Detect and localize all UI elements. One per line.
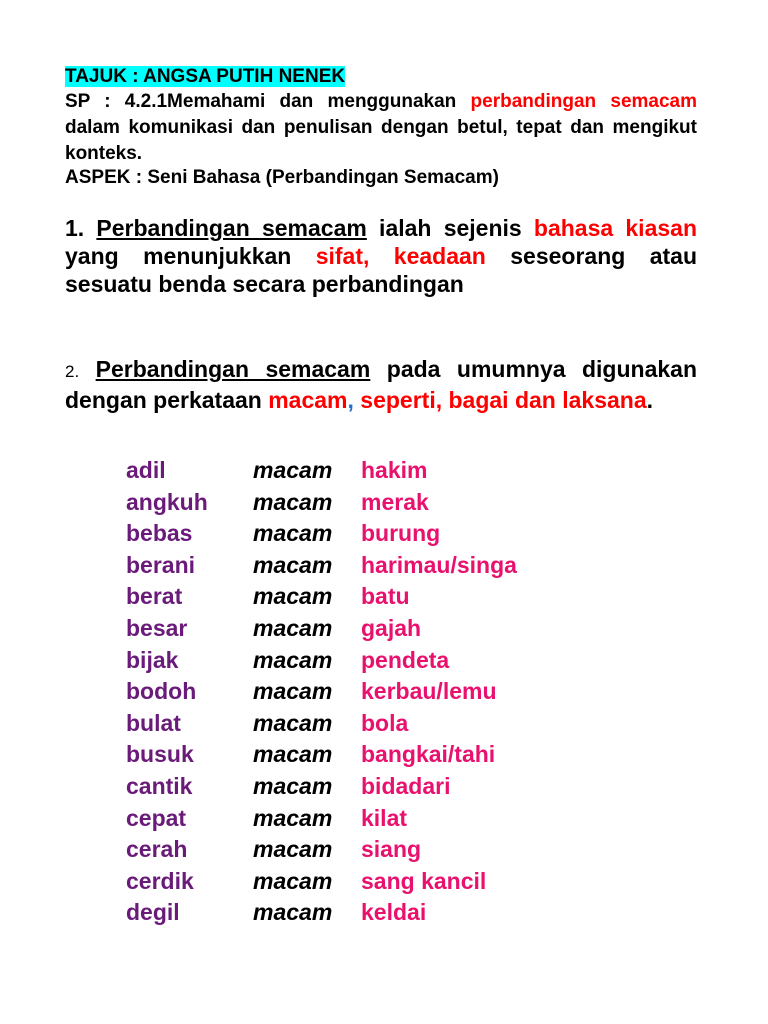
comparison-adjective: bebas <box>126 520 193 547</box>
comparison-link: macam <box>253 867 333 894</box>
comparison-link: macam <box>253 646 333 673</box>
page-title: TAJUK : ANGSA PUTIH NENEK <box>65 66 346 87</box>
comparison-link: macam <box>253 836 333 863</box>
comparison-link: macam <box>253 583 333 610</box>
comparison-adjective: cantik <box>126 772 193 799</box>
comparison-adjective: busuk <box>126 741 194 768</box>
comparison-link: macam <box>253 678 333 705</box>
comparison-object: keldai <box>361 899 427 926</box>
standard-paragraph: SP : 4.2.1Memahami dan menggunakan perbandingan semacam dalam komunikasi dan penulisan dengan betul, tepat dan mengikut konteks. <box>65 91 697 164</box>
point-2: 2. Perbandingan semacam pada umumnya digunakan dengan perkataan macam, seperti, bagai dan laksana. <box>65 356 697 413</box>
comparison-object: sang kancil <box>361 867 487 894</box>
point-1: 1. Perbandingan semacam ialah sejenis bahasa kiasan yang menunjukkan sifat, keadaan seseorang atau sesuatu benda secara perbandingan <box>65 215 697 297</box>
comparison-adjective: berani <box>126 551 196 578</box>
comparison-object: kerbau/lemu <box>361 678 497 705</box>
comparison-link: macam <box>253 457 333 483</box>
comparison-object: burung <box>361 520 441 547</box>
point-2-number: 2. <box>65 362 80 381</box>
comparison-link: macam <box>253 709 333 736</box>
comparison-object: bola <box>361 709 409 736</box>
comparison-adjective: adil <box>126 457 166 483</box>
comparison-object: merak <box>361 488 429 515</box>
comparison-object: pendeta <box>361 646 450 673</box>
point-1-number: 1. <box>65 215 85 241</box>
comparison-object: siang <box>361 836 422 863</box>
comparison-link: macam <box>253 741 333 768</box>
comparison-adjective: degil <box>126 899 180 926</box>
comparison-link: macam <box>253 614 333 641</box>
highlight-perbandingan: perbandingan <box>470 91 597 112</box>
comparison-link: macam <box>253 899 333 926</box>
comparison-link: macam <box>253 551 333 578</box>
comparison-link: macam <box>253 488 333 515</box>
comparison-object: harimau/singa <box>361 551 517 578</box>
comparison-link: macam <box>253 520 333 547</box>
comparison-adjective: cepat <box>126 804 187 831</box>
comparison-adjective: berat <box>126 583 183 610</box>
comparison-adjective: bijak <box>126 646 179 673</box>
comparison-adjective: cerdik <box>126 867 194 894</box>
comparison-link: macam <box>253 772 333 799</box>
comparison-adjective: besar <box>126 614 188 641</box>
comparison-link: macam <box>253 804 333 831</box>
comparison-object: bangkai/tahi <box>361 741 496 768</box>
comparison-adjective: cerah <box>126 836 188 863</box>
point-2-term: Perbandingan semacam <box>95 356 371 382</box>
comparison-adjective: bulat <box>126 709 181 736</box>
comparison-adjective: angkuh <box>126 488 208 515</box>
comparison-object: batu <box>361 583 410 610</box>
aspect-line: ASPEK : Seni Bahasa (Perbandingan Semacam) <box>65 167 499 188</box>
highlight-semacam: semacam <box>610 91 697 112</box>
comparison-object: kilat <box>361 804 408 831</box>
comparison-object: hakim <box>361 457 428 483</box>
comparison-adjective: bodoh <box>126 678 197 705</box>
comparison-object: gajah <box>361 614 422 641</box>
point-1-term: Perbandingan semacam <box>96 215 367 241</box>
comparison-object: bidadari <box>361 772 451 799</box>
